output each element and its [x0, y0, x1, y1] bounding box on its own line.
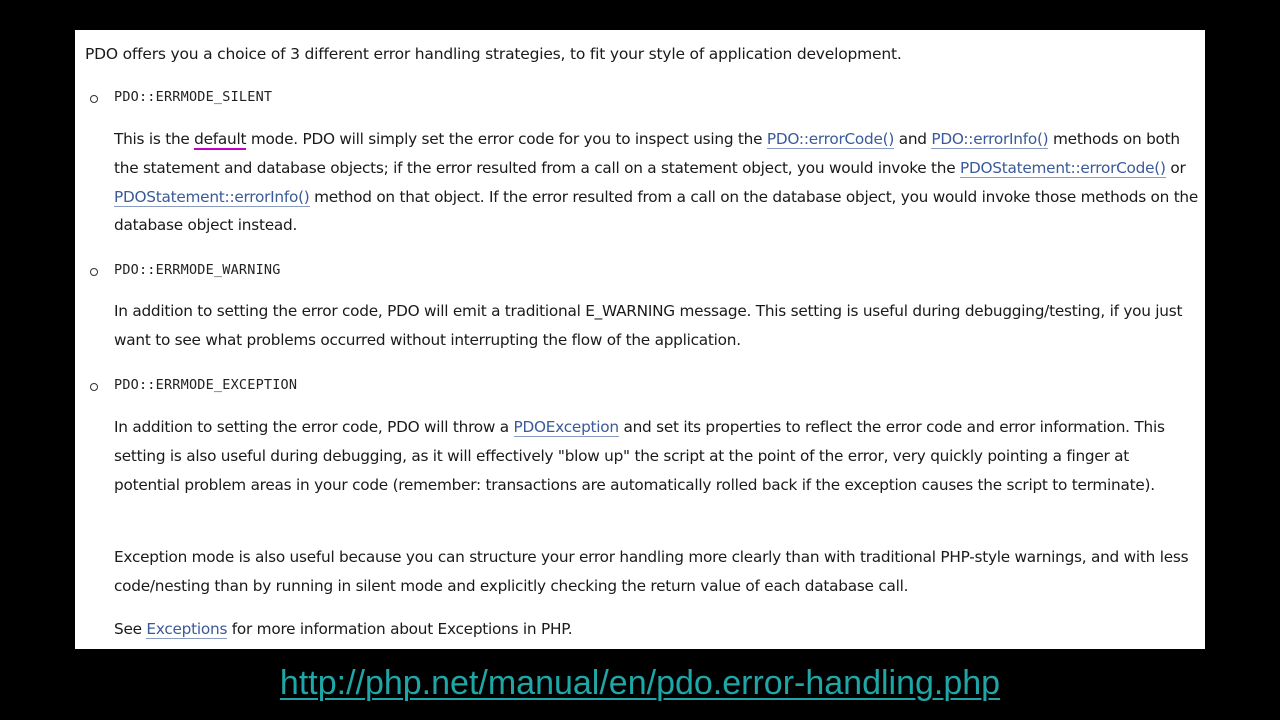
constant-errmode-warning: PDO::ERRMODE_WARNING	[114, 262, 281, 278]
text-span: In addition to setting the error code, PDO will throw a	[114, 418, 514, 436]
link-pdoexception[interactable]: PDOException	[513, 418, 619, 436]
source-url-link[interactable]: http://php.net/manual/en/pdo.error-handling.php	[279, 664, 1001, 702]
link-pdostatement-errorinfo[interactable]: PDOStatement::errorInfo()	[114, 187, 310, 206]
silent-description	[114, 125, 1199, 240]
text-span: and set its properties to reflect the error code and error information. This setting is also useful during debugging, as it will effectively "blow up" the script at the point of the error, very quickly pointing a finger at potential problem areas in your code (remember: transactions are automatically rolled back if the exception causes the script to terminate).	[114, 418, 1165, 494]
bullet-circle-icon	[90, 95, 98, 103]
constant-errmode-silent: PDO::ERRMODE_SILENT	[114, 89, 273, 105]
text-span: and	[894, 130, 932, 148]
bullet-circle-icon	[90, 383, 98, 391]
text-span: method on that object. If the error resulted from a call on the database object, you would invoke those methods on the database object instead.	[114, 187, 1199, 235]
link-pdo-errorcode[interactable]: PDO::errorCode()	[766, 130, 895, 148]
intro-text: PDO offers you a choice of 3 different error handling strategies, to fit your style of application development.	[85, 45, 902, 63]
text-span: or	[1165, 158, 1186, 177]
text-span: mode. PDO will simply set the error code for you to inspect using the	[246, 130, 767, 148]
see-exceptions-note	[114, 615, 1199, 644]
warning-description: In addition to setting the error code, PDO will emit a traditional E_WARNING message. This setting is useful during debugging/testing, if you just want to see what problems occurred without interrupting the flow of the application.	[114, 302, 1183, 349]
documentation-excerpt	[75, 30, 1205, 649]
text-span: for more information about Exceptions in PHP.	[227, 620, 573, 638]
text-span: methods on both the statement and database objects; if the error resulted from a call on a statement object, you would invoke the	[114, 130, 1180, 177]
link-exceptions[interactable]: Exceptions	[146, 620, 228, 638]
link-pdostatement-errorcode[interactable]: PDOStatement::errorCode()	[960, 158, 1166, 177]
exception-mode-benefits: Exception mode is also useful because you can structure your error handling more clearly than with traditional PHP-style warnings, and with less code/nesting than by running in silent mode and explicitly checking the return value of each database call.	[114, 548, 1189, 595]
text-span: This is the	[114, 130, 195, 148]
constant-errmode-exception: PDO::ERRMODE_EXCEPTION	[114, 377, 298, 393]
bullet-circle-icon	[90, 268, 98, 276]
highlighted-word-default: default	[194, 130, 247, 148]
exception-description	[114, 413, 1199, 499]
text-span: See	[114, 620, 147, 638]
link-pdo-errorinfo[interactable]: PDO::errorInfo()	[931, 130, 1049, 148]
